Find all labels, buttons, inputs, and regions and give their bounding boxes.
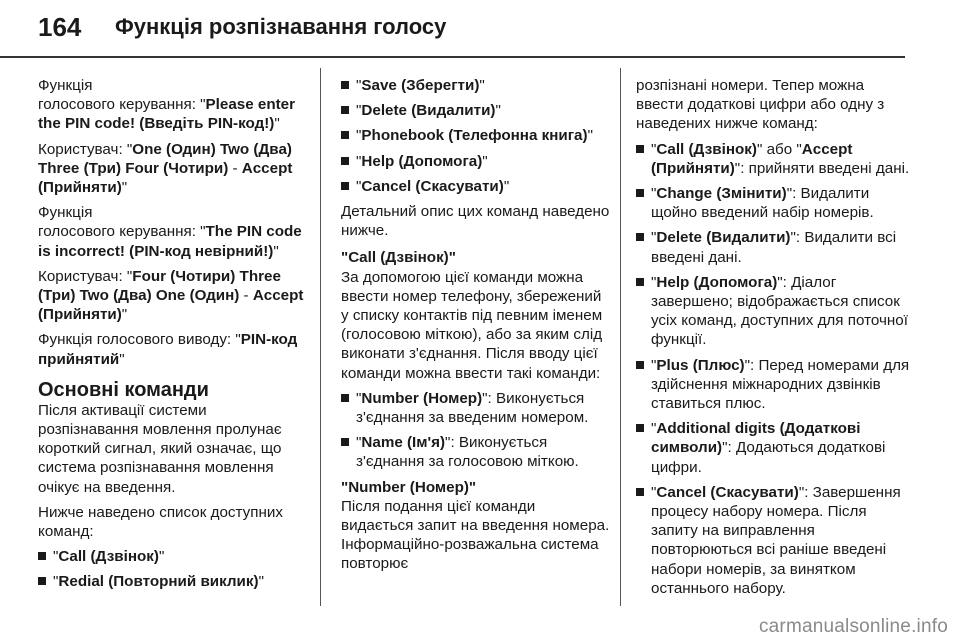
bullet-icon [38, 552, 46, 560]
list-item: "Cancel (Скасувати)": Завершення процесу набору номера. Після запиту на виправлення повторюються всі раніше введені набори номерів, за винятком останнього набору. [636, 483, 911, 598]
bullet-icon [341, 438, 349, 446]
list-item: "Call (Дзвінок)" [38, 547, 308, 566]
bullet-icon [341, 81, 349, 89]
bullet-icon [341, 106, 349, 114]
user-command: Accept (Прийняти) [38, 159, 293, 197]
command-description: ": прийняти введені дані. [734, 159, 910, 177]
user-command: Four (Чотири) Three (Три) Two (Два) One (Один) [38, 267, 281, 305]
bullet-icon [636, 424, 644, 432]
subsection-heading: "Call (Дзвінок)" [341, 249, 456, 267]
column-divider-2 [620, 68, 621, 606]
text: " або " [756, 140, 802, 158]
sub-command-list [341, 389, 611, 472]
command-list [341, 76, 611, 196]
text: Користувач: " [38, 140, 133, 158]
bullet-icon [636, 488, 644, 496]
paragraph: Після подання цієї команди видається запит на введення номера. Інформаційно-розважальна система повторює [341, 497, 610, 573]
text: Функція [38, 204, 93, 222]
command-description: ": Виконується з'єднання за голосовою міткою. [356, 434, 579, 471]
column-2 [341, 76, 611, 580]
section-heading: Основні команди [38, 378, 209, 401]
command-name: Help (Допомога) [361, 152, 483, 170]
text: - [239, 287, 253, 305]
list-item: "Number (Номер)": Виконується з'єднання за введеним номером. [341, 389, 611, 427]
command-list [38, 547, 308, 591]
command-name: Delete (Видалити) [656, 229, 791, 247]
bullet-icon [341, 131, 349, 139]
user-command: One (Один) Two (Два) Three (Три) Four (Чотири) [38, 140, 292, 177]
paragraph [38, 203, 308, 261]
paragraph: За допомогою цієї команди можна ввести номер телефону, збережений у списку контактів під певним іменем (голосовою міткою), або за яким слід виконати з'єднання. Після вводу цієї команди можна ввести такі команди: [341, 268, 603, 382]
paragraph: Детальний опис цих команд наведено нижче. [341, 203, 610, 240]
paragraph: Нижче наведено список доступних команд: [38, 503, 283, 541]
list-item: "Delete (Видалити)" [341, 101, 611, 120]
subsection-heading: "Number (Номер)" [341, 478, 477, 496]
paragraph [38, 267, 308, 325]
command-description: ": Діалог завершено; відображається список усіх команд, доступних для поточної функції. [651, 273, 908, 349]
list-item: "Help (Допомога)": Діалог завершено; відображається список усіх команд, доступних для поточної функції. [636, 273, 911, 350]
command-list [636, 140, 911, 598]
column-divider-1 [320, 68, 321, 606]
list-item: "Plus (Плюс)": Перед номерами для здійснення міжнародних дзвінків ставиться плюс. [636, 356, 911, 414]
paragraph [38, 140, 308, 198]
voice-output: PIN-код прийнятий [38, 331, 298, 368]
list-item: "Delete (Видалити)": Видалити всі введені дані. [636, 228, 911, 266]
command-name: Number (Номер) [361, 389, 483, 407]
bullet-icon [636, 189, 644, 197]
list-item: "Phonebook (Телефонна книга)" [341, 126, 611, 145]
command-description: ": Видалити всі введені дані. [651, 229, 897, 266]
command-name: Call (Дзвінок) [656, 140, 757, 158]
bullet-icon [38, 577, 46, 585]
command-description: ": Видалити щойно введений набір номерів. [651, 185, 874, 222]
watermark: carmanualsonline.info [758, 616, 948, 637]
command-name: Delete (Видалити) [361, 102, 496, 120]
list-item: "Call (Дзвінок)" або "Accept (Прийняти)": прийняти введені дані. [636, 140, 911, 178]
paragraph [38, 330, 308, 368]
text: голосового керування: " [38, 223, 206, 241]
bullet-icon [341, 394, 349, 402]
command-name: Call (Дзвінок) [58, 548, 159, 566]
command-name: Phonebook (Телефонна книга) [361, 127, 588, 145]
bullet-icon [341, 182, 349, 190]
command-name: Redial (Повторний виклик) [58, 573, 259, 591]
command-name: Additional digits (Додаткові символи) [651, 420, 861, 457]
command-name: Accept (Прийняти) [651, 140, 853, 177]
text: Функція [38, 77, 93, 94]
column-1 [38, 76, 308, 598]
user-command: Accept (Прийняти) [38, 287, 304, 324]
bullet-icon [636, 145, 644, 153]
text: " [274, 115, 280, 133]
voice-prompt: Please enter the PIN code! (Введіть PIN-код!) [38, 96, 296, 133]
list-item: "Name (Ім'я)": Виконується з'єднання за голосовою міткою. [341, 433, 611, 471]
bullet-icon [636, 278, 644, 286]
command-name: Plus (Плюс) [656, 356, 745, 374]
column-3 [636, 76, 911, 604]
command-description: ": Виконується з'єднання за введеним номером. [356, 389, 589, 427]
list-item: "Additional digits (Додаткові символи)": Додаються додаткові цифри. [636, 419, 911, 477]
command-name: Change (Змінити) [656, 185, 787, 203]
paragraph: Після активації системи розпізнавання мовлення пролунає короткий сигнал, який означає, що система розпізнавання мовлення очікує на введення. [38, 401, 282, 496]
text: Користувач: " [38, 267, 133, 285]
list-item: "Help (Допомога)" [341, 152, 611, 171]
page-title: Функція розпізнавання голосу [115, 14, 447, 39]
paragraph: розпізнані номери. Тепер можна ввести додаткові цифри або одну з наведених нижче команд: [636, 77, 885, 133]
text: " [273, 242, 279, 260]
bullet-icon [636, 233, 644, 241]
text: - [228, 159, 242, 177]
command-name: Cancel (Скасувати) [656, 483, 799, 501]
bullet-icon [636, 361, 644, 369]
header-rule [0, 56, 905, 58]
page-header [0, 0, 960, 56]
list-item: "Save (Зберегти)" [341, 76, 611, 95]
command-name: Help (Допомога) [656, 273, 778, 291]
list-item: "Redial (Повторний виклик)" [38, 572, 308, 591]
voice-prompt: The PIN code is incorrect! (PIN-код невірний!) [38, 223, 302, 260]
paragraph [38, 76, 308, 134]
command-description: ": Додаються додаткові цифри. [651, 439, 886, 476]
command-description: ": Перед номерами для здійснення міжнародних дзвінків ставиться плюс. [651, 356, 910, 413]
command-name: Cancel (Скасувати) [361, 177, 504, 195]
text: Функція голосового виводу: " [38, 331, 241, 349]
text: голосового керування: " [38, 96, 206, 114]
text: " [121, 306, 128, 324]
command-description: ": Завершення процесу набору номера. Після запиту на виправлення повторюються всі раніше введені набори номерів, за винятком останнього набору. [651, 483, 901, 597]
text: " [119, 350, 125, 368]
list-item: "Change (Змінити)": Видалити щойно введений набір номерів. [636, 184, 911, 222]
command-name: Save (Зберегти) [361, 77, 480, 94]
bullet-icon [341, 157, 349, 165]
text: " [121, 179, 128, 197]
command-name: Name (Ім'я) [361, 434, 446, 452]
list-item: "Cancel (Скасувати)" [341, 177, 611, 196]
page-number: 164 [38, 12, 82, 42]
